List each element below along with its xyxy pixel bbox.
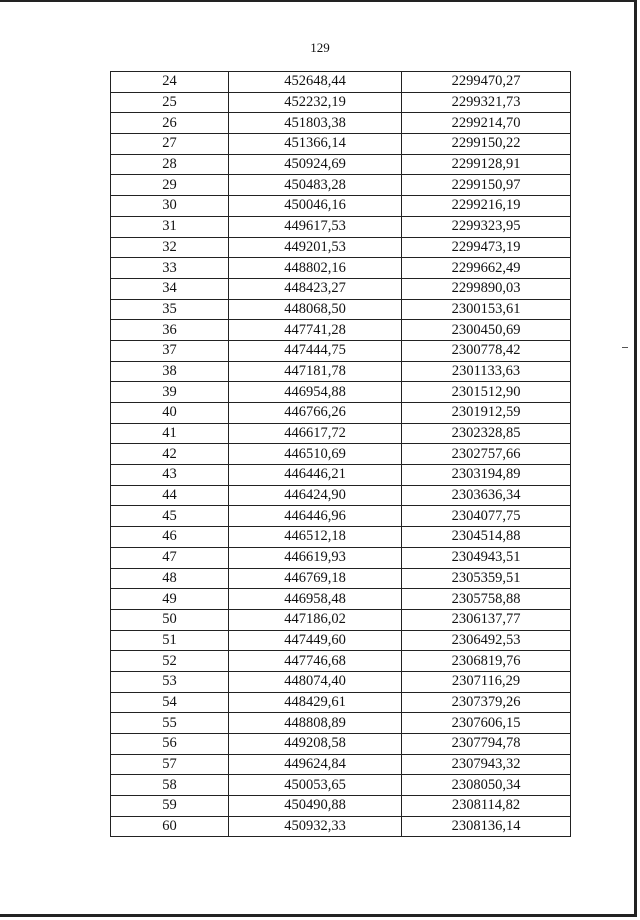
table-row <box>111 589 571 610</box>
y-coordinate-cell: 2301133,63 <box>402 361 571 382</box>
x-coordinate-cell: 450483,28 <box>229 175 402 196</box>
x-coordinate-cell: 449208,58 <box>229 734 402 755</box>
y-coordinate-cell: 2307379,26 <box>402 692 571 713</box>
table-row <box>111 299 571 320</box>
table-row <box>111 154 571 175</box>
table-row <box>111 361 571 382</box>
table-row <box>111 72 571 93</box>
y-coordinate-cell: 2304077,75 <box>402 506 571 527</box>
y-coordinate-cell: 2307943,32 <box>402 754 571 775</box>
point-number-cell: 26 <box>111 113 229 134</box>
table-row <box>111 796 571 817</box>
table-row <box>111 237 571 258</box>
x-coordinate-cell: 450932,33 <box>229 816 402 837</box>
point-number-cell: 57 <box>111 754 229 775</box>
y-coordinate-cell: 2299473,19 <box>402 237 571 258</box>
x-coordinate-cell: 451803,38 <box>229 113 402 134</box>
point-number-cell: 43 <box>111 465 229 486</box>
x-coordinate-cell: 450924,69 <box>229 154 402 175</box>
point-number-cell: 56 <box>111 734 229 755</box>
x-coordinate-cell: 450490,88 <box>229 796 402 817</box>
x-coordinate-cell: 447746,68 <box>229 651 402 672</box>
y-coordinate-cell: 2303636,34 <box>402 485 571 506</box>
x-coordinate-cell: 452232,19 <box>229 92 402 113</box>
x-coordinate-cell: 452648,44 <box>229 72 402 93</box>
x-coordinate-cell: 446619,93 <box>229 547 402 568</box>
table-row <box>111 568 571 589</box>
point-number-cell: 50 <box>111 609 229 630</box>
point-number-cell: 27 <box>111 134 229 155</box>
y-coordinate-cell: 2306137,77 <box>402 609 571 630</box>
x-coordinate-cell: 446510,69 <box>229 444 402 465</box>
point-number-cell: 59 <box>111 796 229 817</box>
table-row <box>111 258 571 279</box>
point-number-cell: 29 <box>111 175 229 196</box>
y-coordinate-cell: 2306819,76 <box>402 651 571 672</box>
table-row <box>111 630 571 651</box>
y-coordinate-cell: 2304943,51 <box>402 547 571 568</box>
x-coordinate-cell: 446446,96 <box>229 506 402 527</box>
margin-mark <box>622 347 628 348</box>
point-number-cell: 54 <box>111 692 229 713</box>
point-number-cell: 30 <box>111 196 229 217</box>
point-number-cell: 58 <box>111 775 229 796</box>
point-number-cell: 47 <box>111 547 229 568</box>
table-row <box>111 671 571 692</box>
point-number-cell: 48 <box>111 568 229 589</box>
x-coordinate-cell: 448074,40 <box>229 671 402 692</box>
table-row <box>111 423 571 444</box>
table-row <box>111 216 571 237</box>
x-coordinate-cell: 449624,84 <box>229 754 402 775</box>
x-coordinate-cell: 450053,65 <box>229 775 402 796</box>
y-coordinate-cell: 2299662,49 <box>402 258 571 279</box>
y-coordinate-cell: 2302757,66 <box>402 444 571 465</box>
y-coordinate-cell: 2299321,73 <box>402 92 571 113</box>
x-coordinate-cell: 448808,89 <box>229 713 402 734</box>
table-row <box>111 320 571 341</box>
x-coordinate-cell: 447741,28 <box>229 320 402 341</box>
point-number-cell: 31 <box>111 216 229 237</box>
point-number-cell: 32 <box>111 237 229 258</box>
x-coordinate-cell: 451366,14 <box>229 134 402 155</box>
table-row <box>111 175 571 196</box>
y-coordinate-cell: 2305758,88 <box>402 589 571 610</box>
point-number-cell: 34 <box>111 278 229 299</box>
x-coordinate-cell: 446766,26 <box>229 403 402 424</box>
table-row <box>111 506 571 527</box>
x-coordinate-cell: 447449,60 <box>229 630 402 651</box>
table-row <box>111 734 571 755</box>
table-row <box>111 651 571 672</box>
table-row <box>111 340 571 361</box>
table-row <box>111 754 571 775</box>
table-row <box>111 713 571 734</box>
y-coordinate-cell: 2299216,19 <box>402 196 571 217</box>
table-row <box>111 113 571 134</box>
x-coordinate-cell: 446446,21 <box>229 465 402 486</box>
table-row <box>111 485 571 506</box>
table-row <box>111 92 571 113</box>
point-number-cell: 25 <box>111 92 229 113</box>
y-coordinate-cell: 2301912,59 <box>402 403 571 424</box>
y-coordinate-cell: 2305359,51 <box>402 568 571 589</box>
y-coordinate-cell: 2299128,91 <box>402 154 571 175</box>
table-row <box>111 547 571 568</box>
y-coordinate-cell: 2308136,14 <box>402 816 571 837</box>
table-row <box>111 527 571 548</box>
point-number-cell: 49 <box>111 589 229 610</box>
point-number-cell: 55 <box>111 713 229 734</box>
point-number-cell: 41 <box>111 423 229 444</box>
x-coordinate-cell: 448429,61 <box>229 692 402 713</box>
y-coordinate-cell: 2306492,53 <box>402 630 571 651</box>
y-coordinate-cell: 2307794,78 <box>402 734 571 755</box>
y-coordinate-cell: 2307606,15 <box>402 713 571 734</box>
table-row <box>111 196 571 217</box>
y-coordinate-cell: 2299150,22 <box>402 134 571 155</box>
point-number-cell: 39 <box>111 382 229 403</box>
coordinates-table <box>110 71 571 837</box>
x-coordinate-cell: 446617,72 <box>229 423 402 444</box>
point-number-cell: 38 <box>111 361 229 382</box>
y-coordinate-cell: 2304514,88 <box>402 527 571 548</box>
y-coordinate-cell: 2300778,42 <box>402 340 571 361</box>
point-number-cell: 45 <box>111 506 229 527</box>
point-number-cell: 46 <box>111 527 229 548</box>
point-number-cell: 40 <box>111 403 229 424</box>
point-number-cell: 36 <box>111 320 229 341</box>
y-coordinate-cell: 2299150,97 <box>402 175 571 196</box>
x-coordinate-cell: 448068,50 <box>229 299 402 320</box>
x-coordinate-cell: 448802,16 <box>229 258 402 279</box>
x-coordinate-cell: 447186,02 <box>229 609 402 630</box>
y-coordinate-cell: 2302328,85 <box>402 423 571 444</box>
table-row <box>111 444 571 465</box>
point-number-cell: 51 <box>111 630 229 651</box>
x-coordinate-cell: 446769,18 <box>229 568 402 589</box>
point-number-cell: 52 <box>111 651 229 672</box>
y-coordinate-cell: 2303194,89 <box>402 465 571 486</box>
table-row <box>111 134 571 155</box>
x-coordinate-cell: 448423,27 <box>229 278 402 299</box>
table-row <box>111 775 571 796</box>
point-number-cell: 60 <box>111 816 229 837</box>
point-number-cell: 35 <box>111 299 229 320</box>
y-coordinate-cell: 2307116,29 <box>402 671 571 692</box>
y-coordinate-cell: 2299470,27 <box>402 72 571 93</box>
y-coordinate-cell: 2308114,82 <box>402 796 571 817</box>
y-coordinate-cell: 2299214,70 <box>402 113 571 134</box>
point-number-cell: 44 <box>111 485 229 506</box>
y-coordinate-cell: 2300153,61 <box>402 299 571 320</box>
point-number-cell: 28 <box>111 154 229 175</box>
table-row <box>111 465 571 486</box>
table-row <box>111 278 571 299</box>
table-row <box>111 816 571 837</box>
x-coordinate-cell: 450046,16 <box>229 196 402 217</box>
coordinates-table-body <box>111 72 571 837</box>
x-coordinate-cell: 449201,53 <box>229 237 402 258</box>
y-coordinate-cell: 2299890,03 <box>402 278 571 299</box>
x-coordinate-cell: 447181,78 <box>229 361 402 382</box>
point-number-cell: 33 <box>111 258 229 279</box>
x-coordinate-cell: 446512,18 <box>229 527 402 548</box>
table-row <box>111 692 571 713</box>
point-number-cell: 42 <box>111 444 229 465</box>
x-coordinate-cell: 449617,53 <box>229 216 402 237</box>
table-row <box>111 382 571 403</box>
y-coordinate-cell: 2299323,95 <box>402 216 571 237</box>
y-coordinate-cell: 2300450,69 <box>402 320 571 341</box>
x-coordinate-cell: 447444,75 <box>229 340 402 361</box>
point-number-cell: 24 <box>111 72 229 93</box>
page-number: 129 <box>310 40 330 55</box>
x-coordinate-cell: 446424,90 <box>229 485 402 506</box>
x-coordinate-cell: 446958,48 <box>229 589 402 610</box>
table-row <box>111 403 571 424</box>
point-number-cell: 37 <box>111 340 229 361</box>
point-number-cell: 53 <box>111 671 229 692</box>
table-row <box>111 609 571 630</box>
y-coordinate-cell: 2308050,34 <box>402 775 571 796</box>
y-coordinate-cell: 2301512,90 <box>402 382 571 403</box>
x-coordinate-cell: 446954,88 <box>229 382 402 403</box>
